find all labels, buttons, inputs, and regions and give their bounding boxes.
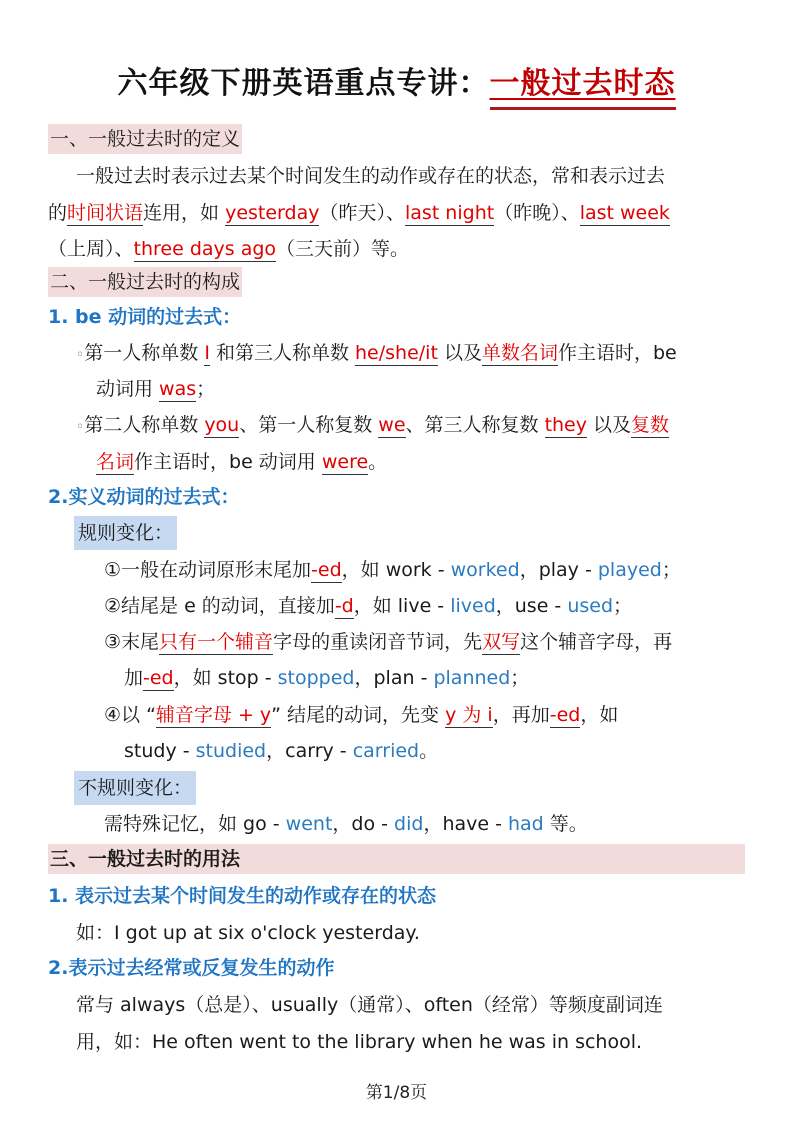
example-word: played <box>597 559 662 581</box>
text: 字母的重读闭音节词，先 <box>273 631 483 653</box>
subheading-main-verb: 2.实义动词的过去式： <box>48 486 240 508</box>
usage-2-line-2: 用，如：He often went to the library when he was in school. <box>76 1031 643 1053</box>
text: ，have - <box>423 813 508 835</box>
regular-rule-2 <box>104 588 632 624</box>
section-heading-usage: 三、一般过去时的用法 <box>48 844 745 874</box>
text: 、第一人称复数 <box>239 414 379 436</box>
label-regular: 规则变化： <box>74 516 177 550</box>
example-word: went <box>285 813 333 835</box>
text: ②结尾是 e 的动词，直接加 <box>104 595 335 617</box>
irregular-rule <box>104 806 588 842</box>
regular-rule-3-line-2 <box>124 660 529 696</box>
example-word: planned <box>433 667 511 689</box>
text: ，如 stop - <box>173 667 278 689</box>
text: （三天前）等。 <box>276 238 410 260</box>
page-title <box>0 58 793 104</box>
text: ； <box>661 559 681 581</box>
text: 第一人称单数 <box>84 342 205 364</box>
example-word: studied <box>195 740 267 762</box>
keyword: you <box>204 414 240 436</box>
text: ，再加 <box>492 704 550 726</box>
text: ，do - <box>332 813 395 835</box>
keyword: -ed <box>549 704 581 726</box>
keyword: yesterday <box>225 202 320 224</box>
regular-rule-3-line-1 <box>104 624 672 660</box>
title-accent: 一般过去时态 <box>490 58 676 104</box>
section-heading-definition: 一、一般过去时的定义 <box>48 124 242 154</box>
text: （昨天）、 <box>319 202 405 224</box>
regular-rule-4-line-2 <box>124 733 438 769</box>
text: 等。 <box>543 813 588 835</box>
regular-rule-1 <box>104 552 681 588</box>
text: 以及 <box>437 342 482 364</box>
text: 需特殊记忆，如 go - <box>104 813 286 835</box>
text: （昨晚）、 <box>494 202 580 224</box>
keyword: 名词 <box>96 451 135 473</box>
text: ； <box>613 595 633 617</box>
subheading-usage-2: 2.表示过去经常或反复发生的动作 <box>48 957 335 979</box>
keyword: last night <box>405 202 495 224</box>
usage-2-line-1: 常与 always（总是）、usually（通常）、often（经常）等频度副词连 <box>76 994 663 1016</box>
text: ； <box>196 378 216 400</box>
text: ，play - <box>519 559 598 581</box>
keyword: we <box>378 414 406 436</box>
label-irregular: 不规则变化： <box>74 771 196 805</box>
example-word: lived <box>450 595 496 617</box>
keyword: 复数 <box>631 414 670 436</box>
text: 作主语时，be <box>557 342 677 364</box>
keyword: -d <box>334 595 354 617</box>
bullet-icon: ◦ <box>76 347 85 363</box>
text: （上周）、 <box>48 238 134 260</box>
definition-line-2 <box>48 195 670 231</box>
keyword: 辅音字母 + y <box>155 704 272 726</box>
subheading-be-verb: 1. be 动词的过去式： <box>48 306 242 328</box>
example-word: used <box>567 595 614 617</box>
definition-line-3 <box>48 231 409 267</box>
text: ，如 live - <box>353 595 451 617</box>
text: 。 <box>419 740 439 762</box>
text: 的 <box>48 202 68 224</box>
keyword: 时间状语 <box>67 202 144 224</box>
keyword: y 为 i <box>445 704 493 726</box>
text: ，plan - <box>354 667 434 689</box>
text: 这个辅音字母，再 <box>520 631 673 653</box>
keyword: -ed <box>311 559 342 581</box>
usage-1-example: 如：I got up at six o'clock yesterday. <box>76 922 420 944</box>
keyword: 只有一个辅音 <box>159 631 274 653</box>
keyword: I <box>204 342 210 364</box>
text: ③末尾 <box>104 631 160 653</box>
text: 作主语时，be 动词用 <box>134 451 322 473</box>
keyword: last week <box>579 202 670 224</box>
text: ； <box>510 667 530 689</box>
example-word: had <box>508 813 544 835</box>
be-rule-1-line-1 <box>76 335 677 373</box>
subheading-usage-1: 1. 表示过去某个时间发生的动作或存在的状态 <box>48 885 437 907</box>
text: 、第三人称复数 <box>405 414 545 436</box>
text: 动词用 <box>96 378 160 400</box>
keyword: he/she/it <box>355 342 438 364</box>
text: 以及 <box>587 414 632 436</box>
text: 。 <box>368 451 388 473</box>
keyword: three days ago <box>133 238 277 260</box>
text: study - <box>124 740 196 762</box>
bullet-icon: ◦ <box>76 419 85 435</box>
text: ” 结尾的动词，先变 <box>271 704 446 726</box>
keyword: were <box>321 451 369 473</box>
be-rule-2-line-2 <box>96 444 387 480</box>
keyword: -ed <box>143 667 174 689</box>
example-word: did <box>394 813 424 835</box>
example-word: carried <box>352 740 420 762</box>
text: ①一般在动词原形末尾加 <box>104 559 312 581</box>
definition-line-1: 一般过去时表示过去某个时间发生的动作或存在的状态，常和表示过去 <box>76 165 666 187</box>
text: ，carry - <box>266 740 353 762</box>
keyword: they <box>544 414 587 436</box>
keyword: 双写 <box>482 631 521 653</box>
keyword: 单数名词 <box>481 342 558 364</box>
text: ，如 work - <box>341 559 451 581</box>
text: 第二人称单数 <box>84 414 205 436</box>
text: 和第三人称单数 <box>209 342 356 364</box>
example-word: worked <box>450 559 520 581</box>
text: 加 <box>124 667 144 689</box>
be-rule-1-line-2 <box>96 371 215 407</box>
text: ，如 <box>580 704 619 726</box>
text: 连用，如 <box>143 202 226 224</box>
example-word: stopped <box>277 667 355 689</box>
title-main: 六年级下册英语重点专讲： <box>117 66 490 101</box>
section-heading-structure: 二、一般过去时的构成 <box>48 267 242 297</box>
text: ④以 “ <box>104 704 156 726</box>
text: ，use - <box>495 595 568 617</box>
page-number: 第1/8页 <box>365 1083 428 1103</box>
regular-rule-4-line-1 <box>104 697 618 733</box>
keyword: was <box>159 378 197 400</box>
be-rule-2-line-1 <box>76 407 669 445</box>
